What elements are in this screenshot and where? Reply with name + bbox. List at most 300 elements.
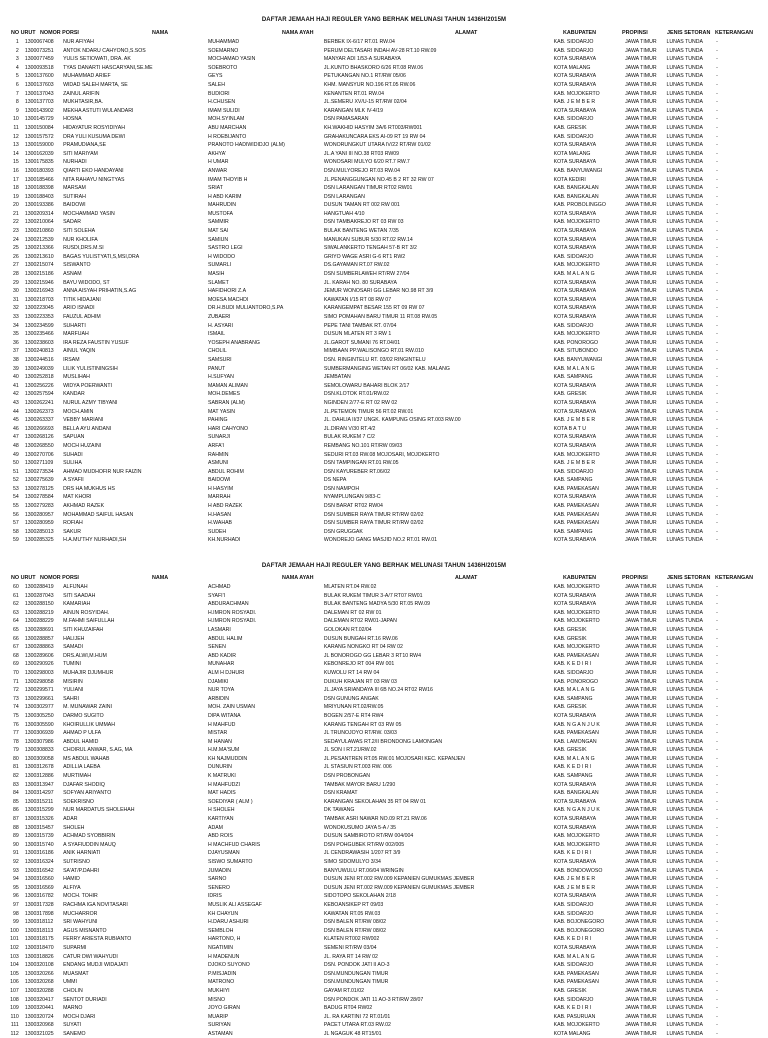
cell-kabupaten: KOTA SURABAYA: [553, 73, 597, 80]
cell-nama-ayah: HARI CAHYONO: [207, 425, 249, 432]
cell-jenis-setoran: LUNAS TUNDA: [666, 901, 703, 908]
cell-propinsi: JAWA TIMUR: [625, 1013, 657, 1020]
table-row: [0, 617, 768, 626]
table-row: [0, 643, 768, 652]
cell-propinsi: JAWA TIMUR: [625, 219, 657, 226]
cell-kabupaten: KAB. MOJOKERTO: [553, 451, 600, 458]
cell-no-urut: 55: [13, 503, 19, 510]
table-row: [0, 382, 768, 391]
cell-keterangan: -: [716, 391, 718, 398]
cell-nama: SITI KHUZAIFAH: [63, 626, 104, 633]
table-row: [0, 167, 768, 176]
cell-alamat: BOGEN 2/57-E RT4 RW4: [323, 712, 384, 719]
cell-kabupaten: KAB. SIDOARJO: [553, 962, 594, 969]
cell-nama: SADAR: [63, 219, 81, 226]
cell-keterangan: -: [716, 1013, 718, 1020]
cell-no-urut: 24: [13, 236, 19, 243]
cell-alamat: DUSUN BUNGAH RT.16 RW.06: [323, 635, 398, 642]
cell-kabupaten: KAB. M A L A N G: [553, 687, 595, 694]
cell-jenis-setoran: LUNAS TUNDA: [666, 661, 703, 668]
cell-nama: AINUN ROSYIDAH.: [63, 609, 110, 616]
cell-propinsi: JAWA TIMUR: [625, 781, 657, 788]
table-row: [0, 459, 768, 468]
cell-kabupaten: KAB. MOJOKERTO: [553, 90, 600, 97]
cell-nama-ayah: SAMMIR: [207, 219, 229, 226]
cell-nama: WIDYA POERWANTI: [63, 382, 112, 389]
cell-no-urut: 111: [10, 1022, 19, 1029]
cell-jenis-setoran: LUNAS TUNDA: [666, 704, 703, 711]
cell-propinsi: JAWA TIMUR: [625, 73, 657, 80]
cell-kabupaten: KAB. MOJOKERTO: [553, 331, 600, 338]
cell-kabupaten: KAB. K E D I R I: [553, 764, 592, 771]
cell-alamat: DUSUN SAMBIROTO RT/RW 004/004: [323, 833, 414, 840]
table-row: [0, 373, 768, 382]
cell-propinsi: JAWA TIMUR: [625, 391, 657, 398]
cell-nama: H.A.MU'THY NURHADI,SH: [63, 537, 127, 544]
cell-keterangan: -: [716, 996, 718, 1003]
table-row: [0, 772, 768, 781]
cell-propinsi: JAWA TIMUR: [625, 150, 657, 157]
cell-jenis-setoran: LUNAS TUNDA: [666, 417, 703, 424]
cell-propinsi: JAWA TIMUR: [625, 314, 657, 320]
cell-propinsi: JAWA TIMUR: [625, 193, 657, 200]
cell-nomor-porsi: 1300268550: [24, 442, 54, 449]
cell-nama-ayah: DIPA WITANA: [207, 712, 241, 719]
cell-nama: MUKHTASIR,BA.: [63, 99, 104, 106]
cell-jenis-setoran: LUNAS TUNDA: [666, 348, 703, 355]
table-row: [0, 442, 768, 451]
table-row: [0, 987, 768, 996]
cell-kabupaten: KAB. BANGKALAN: [553, 193, 599, 200]
cell-keterangan: -: [716, 408, 718, 415]
cell-jenis-setoran: LUNAS TUNDA: [666, 876, 703, 883]
table-row: [0, 210, 768, 219]
cell-kabupaten: KAB. BANYUWANGI: [553, 167, 603, 174]
cell-propinsi: JAWA TIMUR: [625, 979, 657, 986]
cell-nomor-porsi: 1300306939: [24, 730, 54, 737]
cell-kabupaten: KAB. GRESIK: [553, 391, 587, 398]
cell-jenis-setoran: LUNAS TUNDA: [666, 296, 703, 303]
table-row: [0, 502, 768, 511]
cell-nomor-porsi: 1300244516: [24, 356, 54, 363]
cell-keterangan: -: [716, 764, 718, 771]
cell-keterangan: -: [716, 90, 718, 97]
cell-nama-ayah: H. ASYARI: [207, 322, 233, 329]
cell-no-urut: 106: [10, 979, 19, 986]
table-row: [0, 227, 768, 236]
cell-nomor-porsi: 1300288150: [24, 601, 54, 608]
cell-no-urut: 57: [13, 520, 19, 527]
cell-nama: VEBBY MARIANI: [63, 417, 104, 424]
cell-jenis-setoran: LUNAS TUNDA: [666, 193, 703, 200]
cell-no-urut: 92: [13, 859, 19, 865]
cell-keterangan: -: [716, 382, 718, 389]
cell-kabupaten: KAB. SIDOARJO: [553, 996, 594, 1003]
cell-jenis-setoran: LUNAS TUNDA: [666, 528, 703, 535]
cell-kabupaten: KAB. BOJONEGORO: [553, 919, 605, 926]
cell-keterangan: -: [716, 944, 718, 951]
cell-no-urut: 99: [13, 919, 19, 926]
cell-alamat: DK TAWANG: [323, 807, 355, 814]
cell-propinsi: JAWA TIMUR: [625, 271, 657, 278]
table-row: [0, 81, 768, 90]
header-propinsi: PROPINSI: [622, 30, 648, 36]
cell-nama: SISWANTO: [63, 262, 91, 269]
cell-nama: BELLA AYU ANDANI: [63, 425, 112, 432]
cell-nomor-porsi: 1300305250: [24, 712, 54, 719]
cell-jenis-setoran: LUNAS TUNDA: [666, 176, 703, 183]
cell-no-urut: 87: [13, 816, 19, 823]
cell-kabupaten: KAB. GRESIK: [553, 704, 587, 711]
cell-keterangan: -: [716, 601, 718, 608]
cell-kabupaten: KOTA SURABAYA: [553, 944, 597, 951]
cell-alamat: DUSUN TAMAN RT 002 RW 001: [323, 202, 400, 209]
cell-no-urut: 93: [13, 867, 19, 874]
cell-nomor-porsi: 1300210064: [24, 219, 54, 226]
cell-propinsi: JAWA TIMUR: [625, 1030, 657, 1037]
cell-nama: SAKUR: [63, 528, 81, 535]
cell-nomor-porsi: 1300314297: [24, 790, 54, 797]
cell-no-urut: 4: [15, 64, 19, 71]
cell-propinsi: JAWA TIMUR: [625, 859, 657, 865]
cell-alamat: GRIYO WAGE ASRI G-6 RT1 RW2: [323, 253, 406, 260]
cell-alamat: DUSUN JENI RT.002 RW.009 KEPANIEN GUMUKMAS JEMBER: [323, 876, 475, 883]
cell-nama: SUHARTI: [63, 322, 86, 329]
cell-alamat: KAWATAN RT.05 RW.03: [323, 910, 381, 917]
cell-jenis-setoran: LUNAS TUNDA: [666, 537, 703, 544]
table-row: [0, 978, 768, 987]
cell-keterangan: -: [716, 652, 718, 659]
cell-alamat: DUSUN JENI RT.002 RW.009 KEPANIEN GUMUKMAS JEMBER: [323, 884, 475, 891]
cell-nomor-porsi: 1300288419: [24, 584, 54, 590]
cell-no-urut: 9: [15, 107, 19, 114]
cell-keterangan: -: [716, 314, 718, 320]
cell-keterangan: -: [716, 755, 718, 762]
cell-alamat: WONORUNGKUT UTARA IV/22 RT/RW 01/02: [323, 142, 431, 149]
cell-nama-ayah: SRIAT: [207, 185, 223, 192]
cell-no-urut: 72: [13, 687, 19, 694]
cell-jenis-setoran: LUNAS TUNDA: [666, 133, 703, 140]
cell-kabupaten: KOTA KEDIRI: [553, 176, 586, 183]
cell-nama: DRA YULI KUSUMA DEWI: [63, 133, 125, 140]
cell-no-urut: 67: [13, 644, 19, 651]
cell-jenis-setoran: LUNAS TUNDA: [666, 434, 703, 441]
cell-alamat: REMBANG NO.101 RT/RW 09/03: [323, 442, 403, 449]
cell-propinsi: JAWA TIMUR: [625, 348, 657, 355]
table-row: [0, 236, 768, 245]
cell-alamat: JL. DAHLIA II/37 UNGK. KAMPUNG OSING RT.003 RW.00: [323, 417, 461, 424]
cell-nama-ayah: H ABD KARIM: [207, 193, 242, 200]
cell-kabupaten: KAB. K E D I R I: [553, 661, 592, 668]
cell-no-urut: 79: [13, 747, 19, 754]
cell-keterangan: -: [716, 584, 718, 590]
cell-kabupaten: KAB. J E M B E R: [553, 884, 596, 891]
cell-nomor-porsi: 1300302977: [24, 704, 54, 711]
cell-no-urut: 63: [13, 609, 19, 616]
cell-no-urut: 73: [13, 695, 19, 702]
cell-jenis-setoran: LUNAS TUNDA: [666, 635, 703, 642]
cell-propinsi: JAWA TIMUR: [625, 669, 657, 676]
cell-kabupaten: KAB. SITUBONDO: [553, 348, 598, 355]
cell-propinsi: JAWA TIMUR: [625, 210, 657, 217]
cell-no-urut: 64: [13, 618, 19, 625]
cell-no-urut: 110: [10, 1013, 19, 1020]
cell-kabupaten: KOTA SURABAYA: [553, 296, 597, 303]
cell-keterangan: -: [716, 210, 718, 217]
header-kabupaten: KABUPATEN: [563, 30, 597, 36]
cell-no-urut: 27: [13, 262, 19, 269]
cell-no-urut: 53: [13, 485, 19, 492]
cell-alamat: DSN NAMPOH: [323, 485, 360, 492]
cell-jenis-setoran: LUNAS TUNDA: [666, 150, 703, 157]
table-row: [0, 738, 768, 747]
cell-no-urut: 69: [13, 661, 19, 668]
cell-nomor-porsi: 1300299571: [24, 687, 54, 694]
cell-kabupaten: KOTA SURABAYA: [553, 236, 597, 243]
cell-nama: ADAR: [63, 816, 78, 823]
cell-nama: NUR AFIYAH: [63, 39, 94, 45]
cell-propinsi: JAWA TIMUR: [625, 90, 657, 97]
cell-kabupaten: KAB. SIDOARJO: [553, 901, 594, 908]
cell-nama-ayah: MAT YASIN: [207, 408, 235, 415]
table-row: [0, 678, 768, 687]
cell-kabupaten: KOTA MALANG: [553, 150, 591, 157]
cell-nama: MEKHA ASTUTI WULANDARI: [63, 107, 134, 114]
table-row: [0, 712, 768, 721]
cell-kabupaten: KAB. PAMEKASAN: [553, 652, 599, 659]
cell-kabupaten: KAB. MOJOKERTO: [553, 841, 600, 848]
cell-alamat: KARANG NONGKO RT 04 RW 02: [323, 644, 403, 651]
cell-alamat: DUKUH KRAJAN RT 03 RW 03: [323, 678, 397, 685]
cell-nomor-porsi: 1300271109: [24, 460, 54, 467]
cell-nama: MARNO: [63, 1005, 83, 1012]
cell-nama-ayah: SUNARJI: [207, 434, 231, 441]
cell-alamat: KARANGAN MLK IV-4/19: [323, 107, 384, 114]
header-no-urut: NO URUT: [11, 575, 36, 581]
cell-nama: BAIDOWI: [63, 202, 86, 209]
cell-no-urut: 47: [13, 434, 19, 441]
cell-no-urut: 76: [13, 721, 19, 728]
cell-alamat: KEBONREJO RT 004 RW 001: [323, 661, 395, 668]
cell-alamat: PETUKANGAN NO.1 RT/RW 05/06: [323, 73, 406, 80]
cell-kabupaten: KAB. GRESIK: [553, 635, 587, 642]
cell-jenis-setoran: LUNAS TUNDA: [666, 520, 703, 527]
cell-nomor-porsi: 1300290926: [24, 661, 54, 668]
cell-propinsi: JAWA TIMUR: [625, 331, 657, 338]
cell-nama-ayah: BUDIORI: [207, 90, 230, 97]
cell-keterangan: -: [716, 356, 718, 363]
cell-propinsi: JAWA TIMUR: [625, 927, 657, 934]
cell-kabupaten: KAB. PAMEKASAN: [553, 520, 599, 527]
table-row: [0, 763, 768, 772]
cell-nama-ayah: MATRONO: [207, 979, 235, 986]
cell-nama-ayah: K MATRUKI: [207, 773, 236, 780]
table-row: [0, 339, 768, 348]
table-row: [0, 927, 768, 936]
cell-nama-ayah: KH CHAYUN: [207, 910, 239, 917]
cell-propinsi: JAWA TIMUR: [625, 399, 657, 406]
cell-nama-ayah: HAFIDHORI Z.A: [207, 288, 247, 295]
cell-nama-ayah: SURIYAN: [207, 1022, 231, 1029]
cell-no-urut: 25: [13, 245, 19, 252]
cell-alamat: SIMO POMAHAN BARU TIMUR 11 RT.08 RW.05: [323, 314, 438, 320]
cell-alamat: DSN.KLOTOK RT.01/RW.02: [323, 391, 390, 398]
cell-no-urut: 15: [13, 159, 19, 166]
cell-keterangan: -: [716, 626, 718, 633]
cell-nomor-porsi: 1300238603: [24, 339, 54, 346]
cell-nomor-porsi: 1300143902: [24, 107, 54, 114]
cell-nomor-porsi: 1300162039: [24, 150, 54, 157]
cell-jenis-setoran: LUNAS TUNDA: [666, 56, 703, 63]
cell-nama: QIARTI EKO HANDAYANI: [63, 167, 124, 174]
cell-keterangan: -: [716, 322, 718, 329]
cell-keterangan: -: [716, 236, 718, 243]
cell-nama-ayah: H.IMRON ROSYADI.: [207, 618, 257, 625]
cell-nama-ayah: DR.H.BUDI MULIANTORO,S.PA: [207, 305, 284, 312]
cell-jenis-setoran: LUNAS TUNDA: [666, 601, 703, 608]
cell-no-urut: 90: [13, 841, 19, 848]
cell-jenis-setoran: LUNAS TUNDA: [666, 773, 703, 780]
cell-kabupaten: KAB. K E D I R I: [553, 850, 592, 857]
cell-alamat: PEPE TANI TAMBAK RT. 07/04: [323, 322, 397, 329]
cell-jenis-setoran: LUNAS TUNDA: [666, 485, 703, 492]
cell-kabupaten: KOTA SURABAYA: [553, 56, 597, 63]
cell-alamat: SIWALANKERTO TENGAH 57-B RT 3/2: [323, 245, 417, 252]
cell-nama-ayah: ABDURACHMAN: [207, 601, 249, 608]
cell-jenis-setoran: LUNAS TUNDA: [666, 798, 703, 805]
cell-jenis-setoran: LUNAS TUNDA: [666, 1013, 703, 1020]
table-row: [0, 133, 768, 142]
cell-nama-ayah: MISTAR: [207, 730, 228, 737]
header-nama: NAMA: [152, 575, 169, 581]
cell-alamat: SEDURI RT.03 RW.08 MOJOSARI, MOJOKERTO: [323, 451, 440, 458]
table-row: [0, 47, 768, 56]
header-jenis-setoran: JENIS SETORAN: [667, 30, 711, 36]
cell-nomor-porsi: 1300159000: [24, 142, 54, 149]
cell-nama-ayah: MOESA MACHDI: [207, 296, 249, 303]
cell-propinsi: JAWA TIMUR: [625, 618, 657, 625]
cell-alamat: DSN LARANGAN: [323, 193, 365, 200]
cell-kabupaten: KAB. SIDOARJO: [553, 47, 594, 54]
cell-nama: ANNA AISYAH PRIHATIN,S.AG: [63, 288, 137, 295]
cell-no-urut: 19: [13, 193, 19, 200]
cell-nama-ayah: PAHING: [207, 417, 228, 424]
cell-nama-ayah: YOSEPH ANABRANG: [207, 339, 260, 346]
cell-kabupaten: KOTA SURABAYA: [553, 228, 597, 235]
cell-nomor-porsi: 1300298003: [24, 669, 54, 676]
cell-nomor-porsi: 1300309058: [24, 755, 54, 762]
table-row: [0, 970, 768, 979]
cell-propinsi: JAWA TIMUR: [625, 460, 657, 467]
cell-alamat: JL CENDRAWASIH 1/207 RT 3/9: [323, 850, 401, 857]
cell-nama-ayah: PANUT: [207, 365, 226, 372]
cell-nama: AINUL YAQIN: [63, 348, 96, 355]
cell-keterangan: -: [716, 64, 718, 71]
cell-kabupaten: KAB. N G A N J U K: [553, 721, 600, 728]
cell-keterangan: -: [716, 730, 718, 737]
cell-kabupaten: KAB. SAMPANG: [553, 773, 593, 780]
table-row: [0, 511, 768, 520]
cell-keterangan: -: [716, 73, 718, 80]
table-row: [0, 356, 768, 365]
cell-nama-ayah: SABRAN (ALM): [207, 399, 245, 406]
cell-kabupaten: KOTA B A T U: [553, 425, 586, 432]
header-propinsi: PROPINSI: [622, 575, 648, 581]
header-alamat: ALAMAT: [455, 575, 478, 581]
cell-propinsi: JAWA TIMUR: [625, 253, 657, 260]
cell-propinsi: JAWA TIMUR: [625, 133, 657, 140]
cell-jenis-setoran: LUNAS TUNDA: [666, 228, 703, 235]
cell-jenis-setoran: LUNAS TUNDA: [666, 996, 703, 1003]
cell-alamat: GRAHAKUNCARA EKS AI-09 RT 19 RW 04: [323, 133, 426, 140]
cell-jenis-setoran: LUNAS TUNDA: [666, 669, 703, 676]
cell-alamat: DSN PONDOK JATI 11 AO-3 RT/RW 28/07: [323, 996, 424, 1003]
table-row: [0, 884, 768, 893]
cell-alamat: DSN TAMBAKREJO RT 03 RW 03: [323, 219, 404, 226]
cell-jenis-setoran: LUNAS TUNDA: [666, 442, 703, 449]
cell-alamat: WONOKUSUMO JAYA 5-A / 35: [323, 824, 397, 831]
cell-kabupaten: KAB. GRESIK: [553, 124, 587, 131]
cell-nama-ayah: SENEN: [207, 644, 226, 651]
cell-nomor-porsi: 1300288219: [24, 609, 54, 616]
cell-nama: ANIK HARNIATI: [63, 850, 101, 857]
cell-alamat: KH.WAKHID HASYIM 3A/6 RT003/RW001: [323, 124, 423, 131]
cell-nama: RUSDI,DRS.M.SI: [63, 245, 104, 252]
cell-jenis-setoran: LUNAS TUNDA: [666, 824, 703, 831]
cell-no-urut: 95: [13, 884, 19, 891]
table-row: [0, 485, 768, 494]
cell-nama-ayah: KARTIYAN: [207, 816, 234, 823]
cell-no-urut: 8: [15, 99, 19, 106]
cell-jenis-setoran: LUNAS TUNDA: [666, 764, 703, 771]
cell-jenis-setoran: LUNAS TUNDA: [666, 314, 703, 320]
cell-nomor-porsi: 1300188398: [24, 185, 54, 192]
cell-alamat: SIMO SIDOMULYO 3/34: [323, 859, 381, 865]
cell-no-urut: 56: [13, 511, 19, 518]
cell-nomor-porsi: 1300273534: [24, 468, 54, 475]
page-title: DAFTAR JEMAAH HAJI REGULER YANG BERHAK MELUNASI TAHUN 1436H/2015M: [261, 17, 507, 23]
cell-propinsi: JAWA TIMUR: [625, 944, 657, 951]
cell-nomor-porsi: 1300321025: [24, 1030, 54, 1037]
cell-keterangan: -: [716, 859, 718, 865]
cell-kabupaten: KAB. SIDOARJO: [553, 468, 594, 475]
cell-kabupaten: KAB. PAMEKASAN: [553, 503, 599, 510]
cell-propinsi: JAWA TIMUR: [625, 936, 657, 943]
cell-alamat: TAMBAK ASRI NAWAR NO.09 RT.21 RW.06: [323, 816, 427, 823]
cell-kabupaten: KOTA SURABAYA: [553, 798, 597, 805]
cell-nomor-porsi: 1300299661: [24, 695, 54, 702]
cell-keterangan: -: [716, 39, 718, 45]
cell-propinsi: JAWA TIMUR: [625, 356, 657, 363]
cell-keterangan: -: [716, 365, 718, 372]
table-row: [0, 287, 768, 296]
cell-alamat: JL. RAYA RT 14 RW 02: [323, 953, 378, 960]
cell-kabupaten: KAB. SIDOARJO: [553, 910, 594, 917]
cell-propinsi: JAWA TIMUR: [625, 245, 657, 252]
table-row: [0, 536, 768, 545]
header-nama: NAMA: [152, 30, 169, 36]
cell-keterangan: -: [716, 442, 718, 449]
cell-alamat: DSN. RINGINTELU RT. 03/02 RINGINTELU: [323, 356, 426, 363]
cell-kabupaten: KAB. SIDOARJO: [553, 253, 594, 260]
cell-nama-ayah: ASMUNI: [207, 460, 229, 467]
cell-nomor-porsi: 1300279283: [24, 503, 54, 510]
cell-kabupaten: KAB. MOJOKERTO: [553, 609, 600, 616]
cell-keterangan: -: [716, 644, 718, 651]
cell-kabupaten: KOTA SURABAYA: [553, 592, 597, 599]
cell-nama: IRSAM: [63, 356, 80, 363]
cell-nama-ayah: MOH.DEMES: [207, 391, 240, 398]
